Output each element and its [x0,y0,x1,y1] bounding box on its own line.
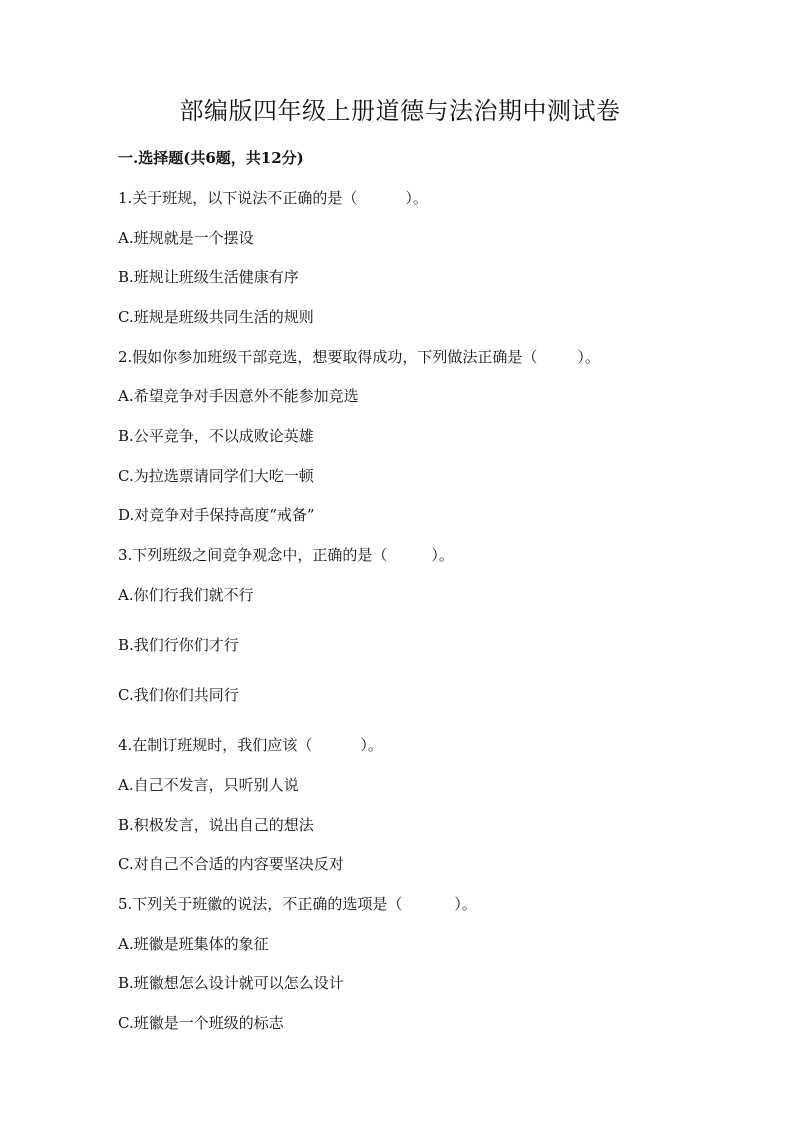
question-5-stem-after: ）。 [454,895,477,913]
question-2-option-c: C.为拉选票请同学们大吃一顿 [118,467,314,485]
question-4-stem [118,733,383,757]
question-3-stem-before: 3.下列班级之间竞争观念中，正确的是（ [118,546,388,564]
question-4-option-b: B.积极发言，说出自己的想法 [118,816,314,834]
question-1-stem-after: ）。 [405,189,428,207]
question-1-stem [118,186,428,210]
question-5-option-c: C.班徽是一个班级的标志 [118,1014,284,1032]
question-2-stem-after: ）。 [577,348,600,366]
question-3-option-c: C.我们你们共同行 [118,686,239,704]
question-5-stem [118,892,477,916]
question-5-stem-before: 5.下列关于班徽的说法，不正确的选项是（ [118,895,403,913]
question-5-option-a: A.班徽是班集体的象征 [118,935,269,953]
question-1-option-a: A.班规就是一个摆设 [118,229,254,247]
question-2-stem-before: 2.假如你参加班级干部竞选，想要取得成功，下列做法正确是（ [118,348,538,366]
question-2-option-a: A.希望竞争对手因意外不能参加竞选 [118,387,359,405]
question-5-option-b: B.班徽想怎么设计就可以怎么设计 [118,974,344,992]
question-3-option-b: B.我们行你们才行 [118,636,239,654]
question-4-stem-before: 4.在制订班规时，我们应该（ [118,736,313,754]
question-1-stem-before: 1.关于班规，以下说法不正确的是（ [118,189,358,207]
question-1-option-c: C.班规是班级共同生活的规则 [118,308,314,326]
question-2-option-b: B.公平竞争，不以成败论英雄 [118,427,314,445]
question-4-option-c: C.对自己不合适的内容要坚决反对 [118,855,344,873]
question-3-stem [118,543,454,567]
question-2-option-d: D.对竞争对手保持高度“戒备” [118,506,315,524]
section-heading: 一.选择题(共6题，共12分) [118,149,304,167]
question-4-stem-after: ）。 [360,736,383,754]
question-1-option-b: B.班规让班级生活健康有序 [118,268,299,286]
exam-title: 部编版四年级上册道德与法治期中测试卷 [179,97,621,125]
question-2-stem [118,345,600,369]
question-3-option-a: A.你们行我们就不行 [118,586,254,604]
question-4-option-a: A.自己不发言，只听别人说 [118,776,299,794]
question-3-stem-after: ）。 [431,546,454,564]
